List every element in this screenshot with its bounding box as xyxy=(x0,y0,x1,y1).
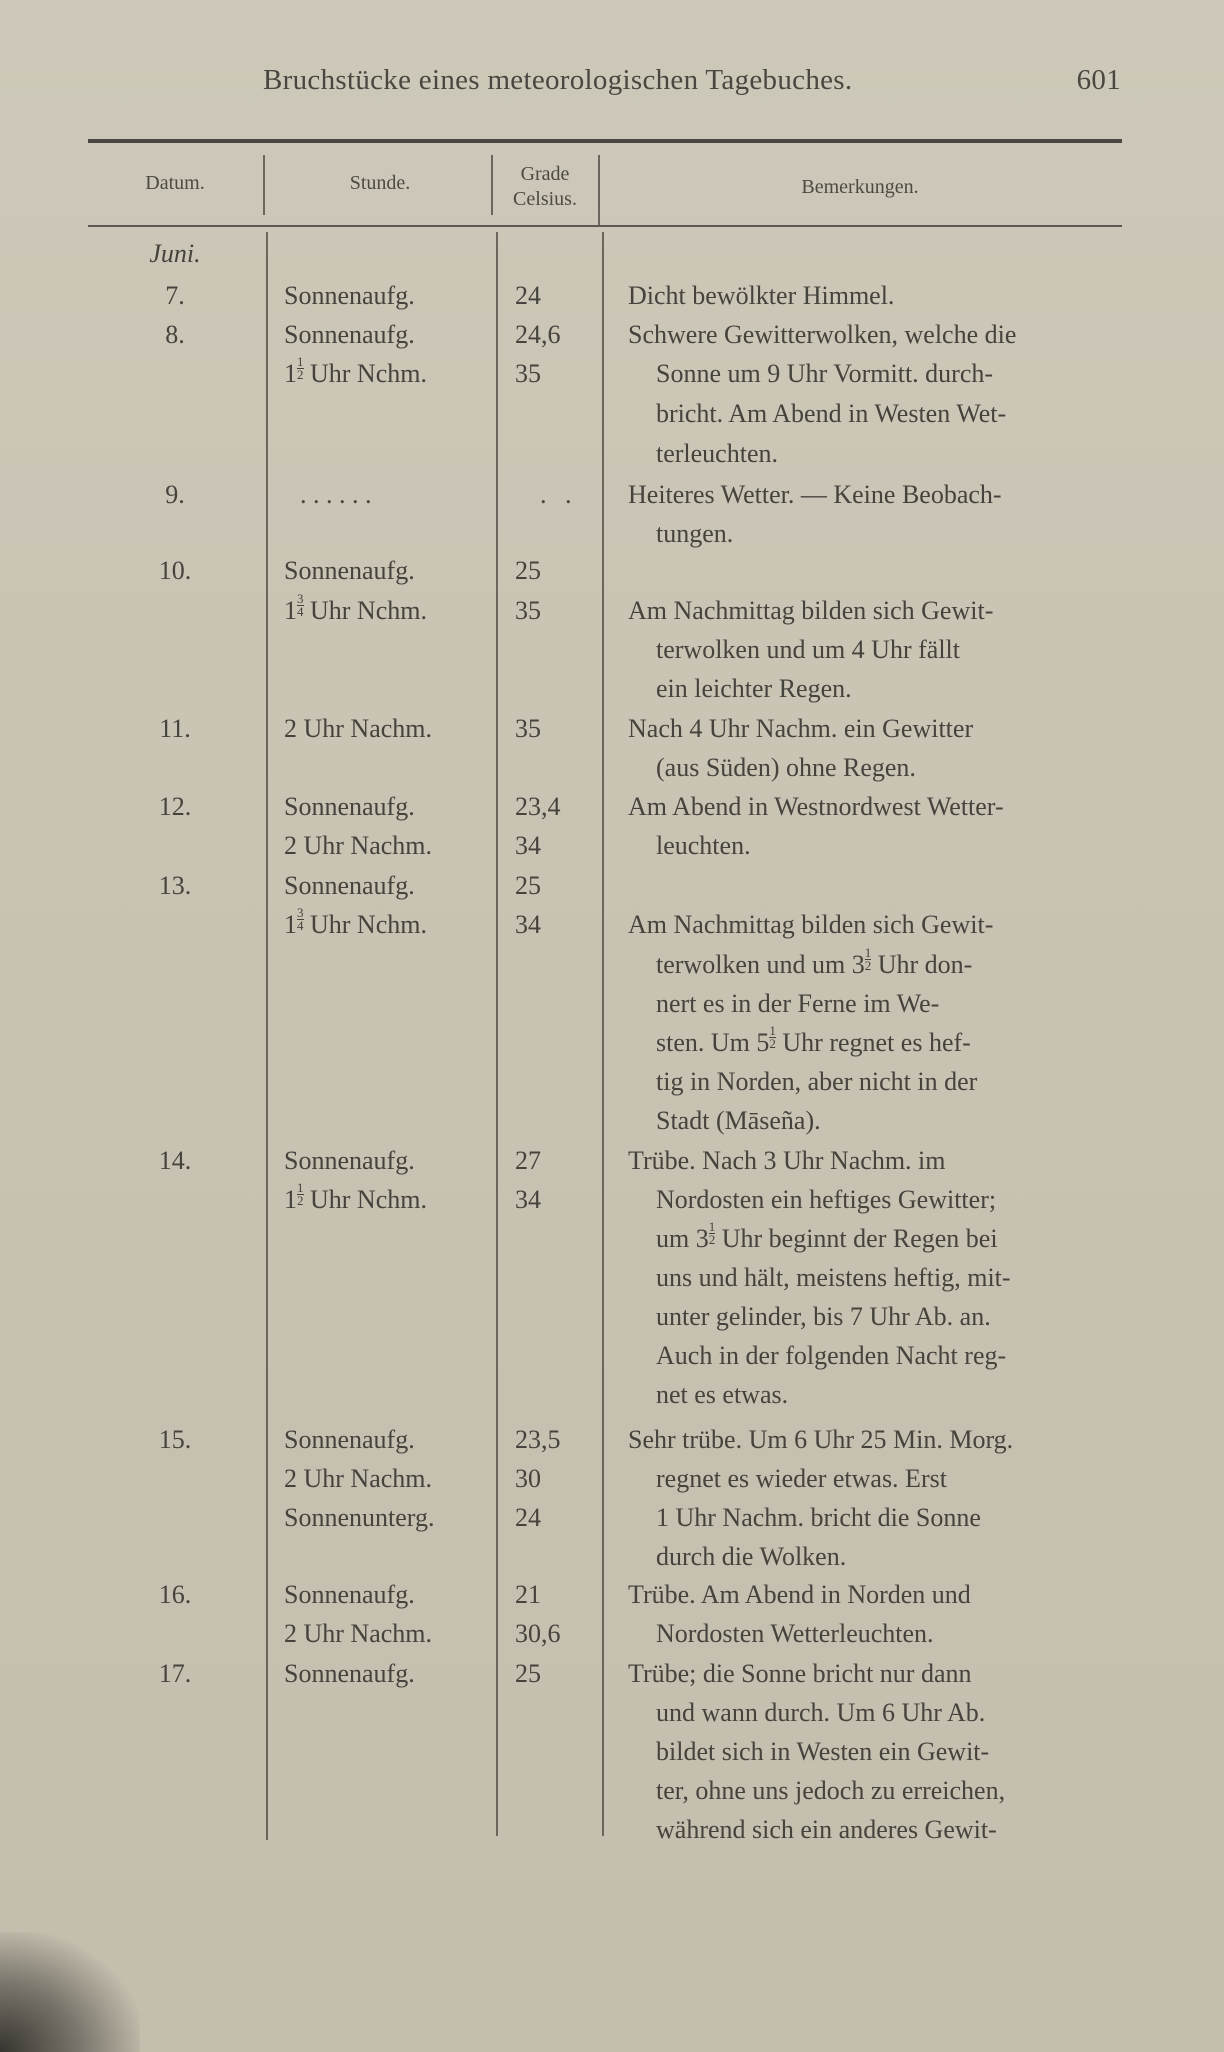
fraction-whole: 1 xyxy=(284,1185,297,1214)
col-celsius: Celsius. xyxy=(513,188,577,210)
remark-line: Sonne um 9 Uhr Vormitt. durch- xyxy=(656,359,994,388)
time-cell: 2 Uhr Nachm. xyxy=(284,831,433,860)
temperature-cell: 25 xyxy=(515,871,541,900)
fraction xyxy=(297,593,304,618)
fraction-numerator: 1 xyxy=(708,1219,716,1234)
time-cell: Sonnenaufg. xyxy=(284,1659,415,1688)
temperature-cell-empty: . . xyxy=(540,480,578,509)
time-cell-empty: . . . . . . xyxy=(300,480,372,509)
fraction-numerator: 1 xyxy=(769,1023,776,1038)
remark-line: Dicht bewölkter Himmel. xyxy=(628,281,895,310)
fraction-denominator: 2 xyxy=(297,367,304,382)
date-cell: 13. xyxy=(158,871,192,900)
remark-line: Trübe; die Sonne bricht nur dann xyxy=(628,1659,972,1688)
remark-line: nert es in der Ferne im We- xyxy=(656,989,940,1018)
page-shadow xyxy=(0,1932,140,2052)
fraction-denominator: 4 xyxy=(297,918,304,933)
remark-line: leuchten. xyxy=(656,831,751,860)
remark-line: Am Nachmittag bilden sich Gewit- xyxy=(628,910,994,939)
time-cell: Sonnenunterg. xyxy=(284,1503,435,1532)
time-cell: Sonnenaufg. xyxy=(284,792,415,821)
time-cell: Sonnenaufg. xyxy=(284,1580,415,1609)
remark-line: Auch in der folgenden Nacht reg- xyxy=(656,1341,1007,1370)
header-rule xyxy=(88,225,1122,227)
remark-line: während sich ein anderes Gewit- xyxy=(656,1815,997,1844)
date-cell: 11. xyxy=(159,714,191,743)
remark-line: net es etwas. xyxy=(656,1380,789,1409)
remark-line: bricht. Am Abend in Westen Wet- xyxy=(656,399,1007,428)
remark-line: 1 Uhr Nachm. bricht die Sonne xyxy=(656,1503,981,1532)
temperature-cell: 21 xyxy=(515,1580,541,1609)
fraction-denominator: 2 xyxy=(708,1232,716,1247)
temperature-cell: 35 xyxy=(515,359,541,388)
remark-text: Uhr regnet es hef- xyxy=(775,1028,971,1057)
header-title: Bruchstücke eines meteorologischen Tagebuches. xyxy=(263,64,853,96)
fraction xyxy=(297,356,304,381)
remark-line: Heiteres Wetter. — Keine Beobach- xyxy=(628,480,1002,509)
date-cell: 15. xyxy=(158,1425,192,1454)
remark-line: Trübe. Nach 3 Uhr Nachm. im xyxy=(628,1146,946,1175)
temperature-cell: 30 xyxy=(515,1464,541,1493)
time-cell xyxy=(284,354,427,393)
fraction-denominator: 4 xyxy=(297,604,304,619)
fraction xyxy=(769,1025,776,1050)
remark-line: terleuchten. xyxy=(656,439,778,468)
time-text: Uhr Nchm. xyxy=(310,359,427,388)
temperature-cell: 34 xyxy=(515,1185,541,1214)
temperature-cell: 24 xyxy=(515,1503,541,1532)
fraction-whole: 1 xyxy=(284,910,297,939)
remark-line: Nach 4 Uhr Nachm. ein Gewitter xyxy=(628,714,974,743)
fraction xyxy=(297,907,304,932)
fraction-whole: 5 xyxy=(756,1028,770,1057)
temperature-cell: 23,4 xyxy=(515,792,561,821)
temperature-cell: 34 xyxy=(515,831,541,860)
remark-line xyxy=(656,1023,971,1062)
date-cell: 17. xyxy=(158,1659,192,1688)
fraction-whole: 3 xyxy=(695,1224,709,1253)
time-cell: Sonnenaufg. xyxy=(284,871,415,900)
remark-line: und wann durch. Um 6 Uhr Ab. xyxy=(656,1698,986,1727)
remark-text: terwolken und um xyxy=(656,950,852,979)
fraction-whole: 1 xyxy=(284,596,297,625)
remark-line: durch die Wolken. xyxy=(656,1542,847,1571)
temperature-cell: 24,6 xyxy=(515,320,561,349)
temperature-cell: 23,5 xyxy=(515,1425,561,1454)
fraction xyxy=(297,1182,304,1207)
remark-text: Uhr don- xyxy=(871,950,973,979)
temperature-cell: 25 xyxy=(515,1659,541,1688)
remark-line: ein leichter Regen. xyxy=(656,674,852,703)
remark-text: sten. Um xyxy=(656,1028,757,1057)
remark-line: Am Abend in Westnordwest Wetter- xyxy=(628,792,1004,821)
time-cell: 2 Uhr Nachm. xyxy=(284,714,433,743)
remark-line: unter gelinder, bis 7 Uhr Ab. an. xyxy=(656,1302,991,1331)
time-text: Uhr Nchm. xyxy=(310,596,427,625)
temperature-cell: 34 xyxy=(515,910,541,939)
date-cell: 12. xyxy=(158,792,192,821)
temperature-cell: 25 xyxy=(515,556,541,585)
remark-line: tungen. xyxy=(656,519,734,548)
date-cell: 16. xyxy=(158,1580,192,1609)
fraction-numerator: 1 xyxy=(864,945,872,960)
fraction-numerator: 3 xyxy=(297,591,304,606)
remark-line xyxy=(656,945,972,984)
remark-line: Nordosten Wetterleuchten. xyxy=(656,1619,934,1648)
temperature-cell: 27 xyxy=(515,1146,541,1175)
fraction xyxy=(865,947,872,972)
column-divider xyxy=(602,232,604,1836)
date-cell: 14. xyxy=(158,1146,192,1175)
remark-text: Uhr beginnt der Regen bei xyxy=(715,1224,998,1253)
fraction xyxy=(709,1221,716,1246)
time-cell: Sonnenaufg. xyxy=(284,1425,415,1454)
time-text: Uhr Nchm. xyxy=(310,910,427,939)
top-rule xyxy=(88,139,1122,143)
fraction-denominator: 2 xyxy=(864,958,872,973)
remark-line: (aus Süden) ohne Regen. xyxy=(656,753,916,782)
column-divider xyxy=(496,232,498,1836)
fraction-whole: 1 xyxy=(284,359,297,388)
col-stunde: Stunde. xyxy=(349,172,411,194)
header-divider xyxy=(263,155,265,215)
time-cell xyxy=(284,591,427,630)
remark-line: terwolken und um 4 Uhr fällt xyxy=(656,635,960,664)
fraction-numerator: 3 xyxy=(297,905,304,920)
remark-line: bildet sich in Westen ein Gewit- xyxy=(656,1737,990,1766)
remark-line xyxy=(656,1219,998,1258)
remark-line: ter, ohne uns jedoch zu erreichen, xyxy=(656,1776,1006,1805)
time-cell: 2 Uhr Nachm. xyxy=(284,1619,433,1648)
remark-line: Trübe. Am Abend in Norden und xyxy=(628,1580,971,1609)
remark-line: tig in Norden, aber nicht in der xyxy=(656,1067,978,1096)
column-divider xyxy=(266,232,268,1840)
remark-line: Schwere Gewitterwolken, welche die xyxy=(628,320,1017,349)
date-cell: 7. xyxy=(165,281,185,310)
time-cell: Sonnenaufg. xyxy=(284,1146,415,1175)
time-cell: Sonnenaufg. xyxy=(284,320,415,349)
temperature-cell: 35 xyxy=(515,596,541,625)
month-label: Juni. xyxy=(149,239,201,268)
date-cell: 10. xyxy=(158,556,192,585)
header-divider xyxy=(598,155,600,225)
fraction-numerator: 1 xyxy=(297,354,304,369)
date-cell: 8. xyxy=(165,320,185,349)
col-grade: Grade xyxy=(520,163,570,185)
remark-line: Am Nachmittag bilden sich Gewit- xyxy=(628,596,994,625)
remark-line: Nordosten ein heftiges Gewitter; xyxy=(656,1185,997,1214)
col-bemerkungen: Bemerkungen. xyxy=(801,176,919,198)
header-divider xyxy=(491,155,493,215)
remark-text: um xyxy=(656,1224,696,1253)
remark-line: Stadt (Māseña). xyxy=(656,1106,821,1135)
temperature-cell: 24 xyxy=(515,281,541,310)
time-cell xyxy=(284,905,427,944)
fraction-denominator: 2 xyxy=(297,1193,304,1208)
time-cell: Sonnenaufg. xyxy=(284,556,415,585)
time-cell: Sonnenaufg. xyxy=(284,281,415,310)
remark-line: regnet es wieder etwas. Erst xyxy=(656,1464,947,1493)
fraction-numerator: 1 xyxy=(297,1180,304,1195)
temperature-cell: 35 xyxy=(515,714,541,743)
running-header xyxy=(263,64,1123,108)
remark-line: Sehr trübe. Um 6 Uhr 25 Min. Morg. xyxy=(628,1425,1014,1454)
temperature-cell: 30,6 xyxy=(515,1619,561,1648)
fraction-denominator: 2 xyxy=(769,1036,776,1051)
col-datum: Datum. xyxy=(145,172,205,194)
time-cell xyxy=(284,1180,427,1219)
time-cell: 2 Uhr Nachm. xyxy=(284,1464,433,1493)
date-cell: 9. xyxy=(165,480,185,509)
remark-line: uns und hält, meistens heftig, mit- xyxy=(656,1263,1011,1292)
page-number: 601 xyxy=(1076,64,1121,96)
fraction-whole: 3 xyxy=(851,950,865,979)
time-text: Uhr Nchm. xyxy=(310,1185,427,1214)
